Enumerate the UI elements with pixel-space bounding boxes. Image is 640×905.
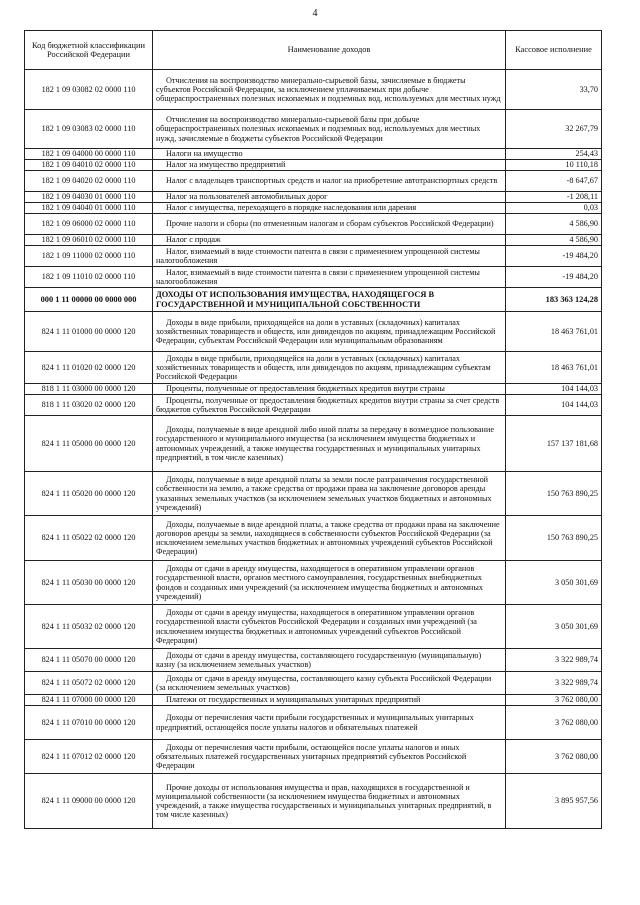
row-name: Налог на имущество предприятий [153, 160, 506, 171]
row-code: 824 1 11 01020 02 0000 120 [25, 352, 153, 384]
row-name: ДОХОДЫ ОТ ИСПОЛЬЗОВАНИЯ ИМУЩЕСТВА, НАХОДЯЩЕГОСЯ В ГОСУДАРСТВЕННОЙ И МУНИЦИПАЛЬНОЙ СОБСТВЕННОСТИ [153, 288, 506, 312]
row-name: Доходы от сдачи в аренду имущества, находящегося в оперативном управлении органов государственной власти, органов местного самоуправления, государственных внебюджетных фондов и созданных ими учреждений (за исключением имущества бюджетных и автономных учреждений) [153, 561, 506, 605]
row-name: Доходы в виде прибыли, приходящейся на доли в уставных (складочных) капиталах хозяйственных товариществ и обществ, или дивидендов по акциям, принадлежащим Российской Федерации, субъектам Российской Федерации или муниципальным образованиям [153, 312, 506, 352]
row-name: Доходы от сдачи в аренду имущества, составляющего государственную (муниципальную) казну (за исключением земельных участков) [153, 649, 506, 672]
row-name: Налог, взимаемый в виде стоимости патента в связи с применением упрощенной системы налогообложения [153, 267, 506, 288]
row-name: Доходы от перечисления части прибыли, остающейся после уплаты налогов и иных обязательных платежей государственных унитарных предприятий субъектов Российской Федерации [153, 740, 506, 774]
row-value: 3 050 301,69 [506, 561, 602, 605]
row-value: 104 144,03 [506, 384, 602, 395]
table-row [25, 160, 602, 171]
row-code: 824 1 11 05000 00 0000 120 [25, 416, 153, 472]
row-value: -19 484,20 [506, 267, 602, 288]
row-value: 32 267,79 [506, 110, 602, 149]
row-value: -19 484,20 [506, 246, 602, 267]
row-code: 000 1 11 00000 00 0000 000 [25, 288, 153, 312]
row-value: 18 463 761,01 [506, 352, 602, 384]
table-row [25, 561, 602, 605]
table-row [25, 288, 602, 312]
row-name: Доходы, получаемые в виде арендной либо иной платы за передачу в возмездное пользование государственного и муниципального имущества (за исключением имущества бюджетных и автономных учреждений, а также имущества государственных и муниципальных унитарных предприятий, в том числе казенных) [153, 416, 506, 472]
row-value: 104 144,03 [506, 395, 602, 416]
row-code: 824 1 11 05070 00 0000 120 [25, 649, 153, 672]
table-row [25, 110, 602, 149]
row-value: 33,70 [506, 70, 602, 110]
table-row [25, 312, 602, 352]
row-value: 183 363 124,28 [506, 288, 602, 312]
row-value: 150 763 890,25 [506, 516, 602, 561]
row-value: 3 050 301,69 [506, 605, 602, 649]
row-value: 3 762 080,00 [506, 740, 602, 774]
row-code: 824 1 11 05020 00 0000 120 [25, 472, 153, 516]
row-code: 182 1 09 11010 02 0000 110 [25, 267, 153, 288]
revenue-table [24, 30, 602, 829]
table-row [25, 395, 602, 416]
row-name: Доходы в виде прибыли, приходящейся на доли в уставных (складочных) капиталах хозяйственных товариществ и обществ, или дивидендов по акциям, принадлежащим субъектам Российской Федерации [153, 352, 506, 384]
row-value: 3 322 989,74 [506, 649, 602, 672]
row-value: 10 110,18 [506, 160, 602, 171]
row-value: 3 762 080,00 [506, 695, 602, 706]
table-row [25, 267, 602, 288]
row-code: 182 1 09 06010 02 0000 110 [25, 235, 153, 246]
row-code: 824 1 11 05022 02 0000 120 [25, 516, 153, 561]
row-name: Платежи от государственных и муниципальных унитарных предприятий [153, 695, 506, 706]
row-value: 254,43 [506, 149, 602, 160]
table-row [25, 149, 602, 160]
row-value: 3 322 989,74 [506, 672, 602, 695]
header-name: Наименование доходов [153, 31, 506, 70]
row-name: Прочие доходы от использования имущества и прав, находящихся в государственной и муниципальной собственности (за исключением имущества бюджетных и автономных учреждений, а также имущества государственных и муниципальных унитарных предприятий, в том числе казенных) [153, 774, 506, 829]
row-code: 824 1 11 09000 00 0000 120 [25, 774, 153, 829]
row-name: Прочие налоги и сборы (по отмененным налогам и сборам субъектов Российской Федерации) [153, 214, 506, 235]
row-code: 182 1 09 04040 01 0000 110 [25, 203, 153, 214]
row-value: 157 137 181,68 [506, 416, 602, 472]
row-code: 182 1 09 06000 02 0000 110 [25, 214, 153, 235]
row-name: Отчисления на воспроизводство минерально-сырьевой базы, зачисляемые в бюджеты субъектов Российской Федерации, за исключением уплачиваемых при добыче общераспространенных полезных ископаемых и подземных вод, используемых для местных нужд [153, 70, 506, 110]
row-code: 182 1 09 03082 02 0000 110 [25, 70, 153, 110]
table-row [25, 235, 602, 246]
table-row [25, 695, 602, 706]
table-row [25, 352, 602, 384]
table-row [25, 774, 602, 829]
table-row [25, 70, 602, 110]
header-code: Код бюджетной классификации Российской Федерации [25, 31, 153, 70]
row-name: Налог на пользователей автомобильных дорог [153, 192, 506, 203]
table-row [25, 605, 602, 649]
row-name: Отчисления на воспроизводство минерально-сырьевой базы при добыче общераспространенных полезных ископаемых и подземных вод, используемых для местных нужд, зачисляемые в бюджеты субъектов Российской Федерации [153, 110, 506, 149]
page-number: 4 [312, 8, 318, 19]
row-name: Доходы от сдачи в аренду имущества, составляющего казну субъекта Российской Федерации (за исключением земельных участков) [153, 672, 506, 695]
row-code: 182 1 09 04030 01 0000 110 [25, 192, 153, 203]
row-name: Налог, взимаемый в виде стоимости патента в связи с применением упрощенной системы налогообложения [153, 246, 506, 267]
row-code: 824 1 11 05072 02 0000 120 [25, 672, 153, 695]
row-code: 824 1 11 01000 00 0000 120 [25, 312, 153, 352]
row-value: 4 586,90 [506, 235, 602, 246]
row-code: 818 1 11 03000 00 0000 120 [25, 384, 153, 395]
row-code: 824 1 11 05030 00 0000 120 [25, 561, 153, 605]
header-value: Кассовое исполнение [506, 31, 602, 70]
row-value: 3 762 080,00 [506, 706, 602, 740]
row-value: 0,03 [506, 203, 602, 214]
row-code: 824 1 11 07010 00 0000 120 [25, 706, 153, 740]
row-code: 182 1 09 04020 02 0000 110 [25, 171, 153, 192]
row-value: 150 763 890,25 [506, 472, 602, 516]
table-body [25, 70, 602, 829]
row-code: 182 1 09 11000 02 0000 110 [25, 246, 153, 267]
row-name: Налоги на имущество [153, 149, 506, 160]
row-value: 18 463 761,01 [506, 312, 602, 352]
table-row [25, 192, 602, 203]
row-value: -1 208,11 [506, 192, 602, 203]
row-code: 182 1 09 03083 02 0000 110 [25, 110, 153, 149]
row-name: Проценты, полученные от предоставления бюджетных кредитов внутри страны за счет средств бюджетов субъектов Российской Федерации [153, 395, 506, 416]
row-name: Проценты, полученные от предоставления бюджетных кредитов внутри страны [153, 384, 506, 395]
table-row [25, 416, 602, 472]
row-value: 3 895 957,56 [506, 774, 602, 829]
table-row [25, 672, 602, 695]
row-code: 182 1 09 04010 02 0000 110 [25, 160, 153, 171]
row-code: 824 1 11 07000 00 0000 120 [25, 695, 153, 706]
row-name: Налог с владельцев транспортных средств и налог на приобретение автотранспортных средств [153, 171, 506, 192]
row-value: -8 647,67 [506, 171, 602, 192]
table-header-row [25, 31, 602, 70]
row-code: 818 1 11 03020 02 0000 120 [25, 395, 153, 416]
row-code: 182 1 09 04000 00 0000 110 [25, 149, 153, 160]
table-row [25, 649, 602, 672]
table-row [25, 246, 602, 267]
row-name: Доходы от сдачи в аренду имущества, находящегося в оперативном управлении органов государственной власти субъектов Российской Федерации и созданных ими учреждений (за исключением имущества бюджетных и автономных учреждений субъектов Российской Федерации) [153, 605, 506, 649]
table-row [25, 214, 602, 235]
table-row [25, 384, 602, 395]
row-name: Доходы, получаемые в виде арендной платы, а также средства от продажи права на заключение договоров аренды за земли, находящиеся в собственности субъектов Российской Федерации (за исключением земельных участков бюджетных и автономных учреждений субъектов Российской Федерации) [153, 516, 506, 561]
table-row [25, 171, 602, 192]
row-name: Доходы, получаемые в виде арендной платы за земли после разграничения государственной собственности на землю, а также средства от продажи права на заключение договоров аренды указанных земельных участков (за исключением земельных участков бюджетных и автономных учреждений) [153, 472, 506, 516]
row-code: 824 1 11 07012 02 0000 120 [25, 740, 153, 774]
row-value: 4 586,90 [506, 214, 602, 235]
row-code: 824 1 11 05032 02 0000 120 [25, 605, 153, 649]
row-name: Налог с имущества, переходящего в порядке наследования или дарения [153, 203, 506, 214]
table-row [25, 516, 602, 561]
table-row [25, 706, 602, 740]
table-row [25, 203, 602, 214]
table-row [25, 472, 602, 516]
table-row [25, 740, 602, 774]
row-name: Налог с продаж [153, 235, 506, 246]
row-name: Доходы от перечисления части прибыли государственных и муниципальных унитарных предприятий, остающейся после уплаты налогов и обязательных платежей [153, 706, 506, 740]
